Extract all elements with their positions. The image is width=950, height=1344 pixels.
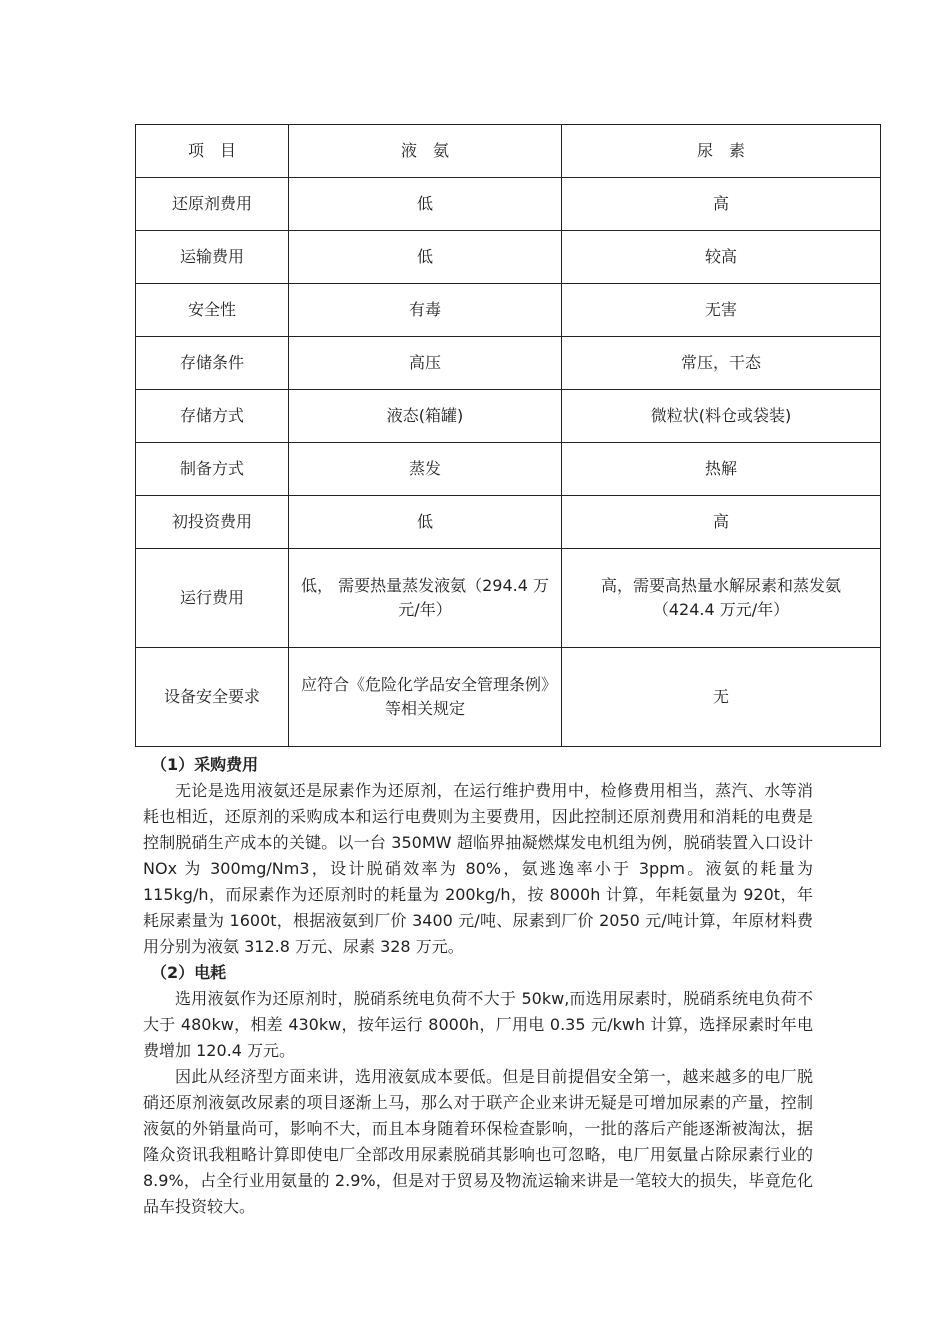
urea-cell: 较高 (562, 231, 881, 284)
table-row (136, 496, 881, 549)
table-row (136, 390, 881, 443)
body-text (143, 752, 813, 1220)
header-item: 项 目 (136, 125, 289, 178)
urea-cell: 微粒状(料仓或袋装) (562, 390, 881, 443)
urea-cell: 无害 (562, 284, 881, 337)
urea-cell: 高 (562, 496, 881, 549)
paragraph-procurement: 无论是选用液氨还是尿素作为还原剂，在运行维护费用中，检修费用相当，蒸汽、水等消耗也相近，还原剂的采购成本和运行电费则为主要费用，因此控制还原剂费用和消耗的电费是控制脱硝生产成本的关键。以一台 350MW 超临界抽凝燃煤发电机组为例，脱硝装置入口设计 NOx 为 300mg/Nm3，设计脱硝效率为 80%，氨逃逸率小于 3ppm。液氨的耗量为 115kg/h，而尿素作为还原剂时的耗量为 200kg/h，按 8000h 计算，年耗氨量为 920t，年耗尿素量为 1600t，根据液氨到厂价 3400 元/吨、尿素到厂价 2050 元/吨计算，年原材料费用分别为液氨 312.8 万元、尿素 328 万元。 (143, 781, 813, 956)
table-header-row (136, 125, 881, 178)
ammonia-cell: 低 (289, 178, 562, 231)
row-label: 制备方式 (136, 443, 289, 496)
table-row (136, 549, 881, 648)
paragraph-conclusion: 因此从经济型方面来讲，选用液氨成本要低。但是目前提倡安全第一，越来越多的电厂脱硝还原剂液氨改尿素的项目逐渐上马，那么对于联产企业来讲无疑是可增加尿素的产量，控制液氨的外销量尚可，影响不大，而且本身随着环保检查影响，一批的落后产能逐渐被淘汰，据隆众资讯我粗略计算即使电厂全部改用尿素脱硝其影响也可忽略，电厂用氨量占除尿素行业的 8.9%，占全行业用氨量的 2.9%，但是对于贸易及物流运输来讲是一笔较大的损失，毕竟危化品车投资较大。 (143, 1067, 813, 1216)
table-row (136, 231, 881, 284)
urea-cell: 热解 (562, 443, 881, 496)
table-row (136, 284, 881, 337)
row-label: 存储条件 (136, 337, 289, 390)
header-liquid-ammonia: 液 氨 (289, 125, 562, 178)
urea-cell: 常压，干态 (562, 337, 881, 390)
table-row (136, 443, 881, 496)
row-label: 安全性 (136, 284, 289, 337)
table-row (136, 178, 881, 231)
comparison-table (135, 124, 881, 747)
row-label: 初投资费用 (136, 496, 289, 549)
paragraph-power: 选用液氨作为还原剂时，脱硝系统电负荷不大于 50kw,而选用尿素时，脱硝系统电负荷不大于 480kw，相差 430kw，按年运行 8000h，厂用电 0.35 元/kwh 计算，选择尿素时年电费增加 120.4 万元。 (143, 989, 813, 1060)
header-urea: 尿 素 (562, 125, 881, 178)
row-label: 存储方式 (136, 390, 289, 443)
urea-cell: 高 (562, 178, 881, 231)
row-label: 运行费用 (136, 549, 289, 648)
ammonia-cell: 有毒 (289, 284, 562, 337)
ammonia-cell: 蒸发 (289, 443, 562, 496)
ammonia-cell: 液态(箱罐) (289, 390, 562, 443)
ammonia-cell: 高压 (289, 337, 562, 390)
section-heading-procurement: （1）采购费用 (151, 755, 259, 774)
row-label: 还原剂费用 (136, 178, 289, 231)
row-label: 设备安全要求 (136, 648, 289, 747)
section-heading-power: （2）电耗 (151, 963, 227, 982)
ammonia-cell: 低 (289, 231, 562, 284)
ammonia-cell: 低 (289, 496, 562, 549)
ammonia-cell: 低， 需要热量蒸发液氨（294.4 万元/年） (289, 549, 562, 648)
urea-cell: 高，需要高热量水解尿素和蒸发氨（424.4 万元/年） (562, 549, 881, 648)
table-row (136, 648, 881, 747)
row-label: 运输费用 (136, 231, 289, 284)
ammonia-cell: 应符合《危险化学品安全管理条例》等相关规定 (289, 648, 562, 747)
urea-cell: 无 (562, 648, 881, 747)
table-row (136, 337, 881, 390)
